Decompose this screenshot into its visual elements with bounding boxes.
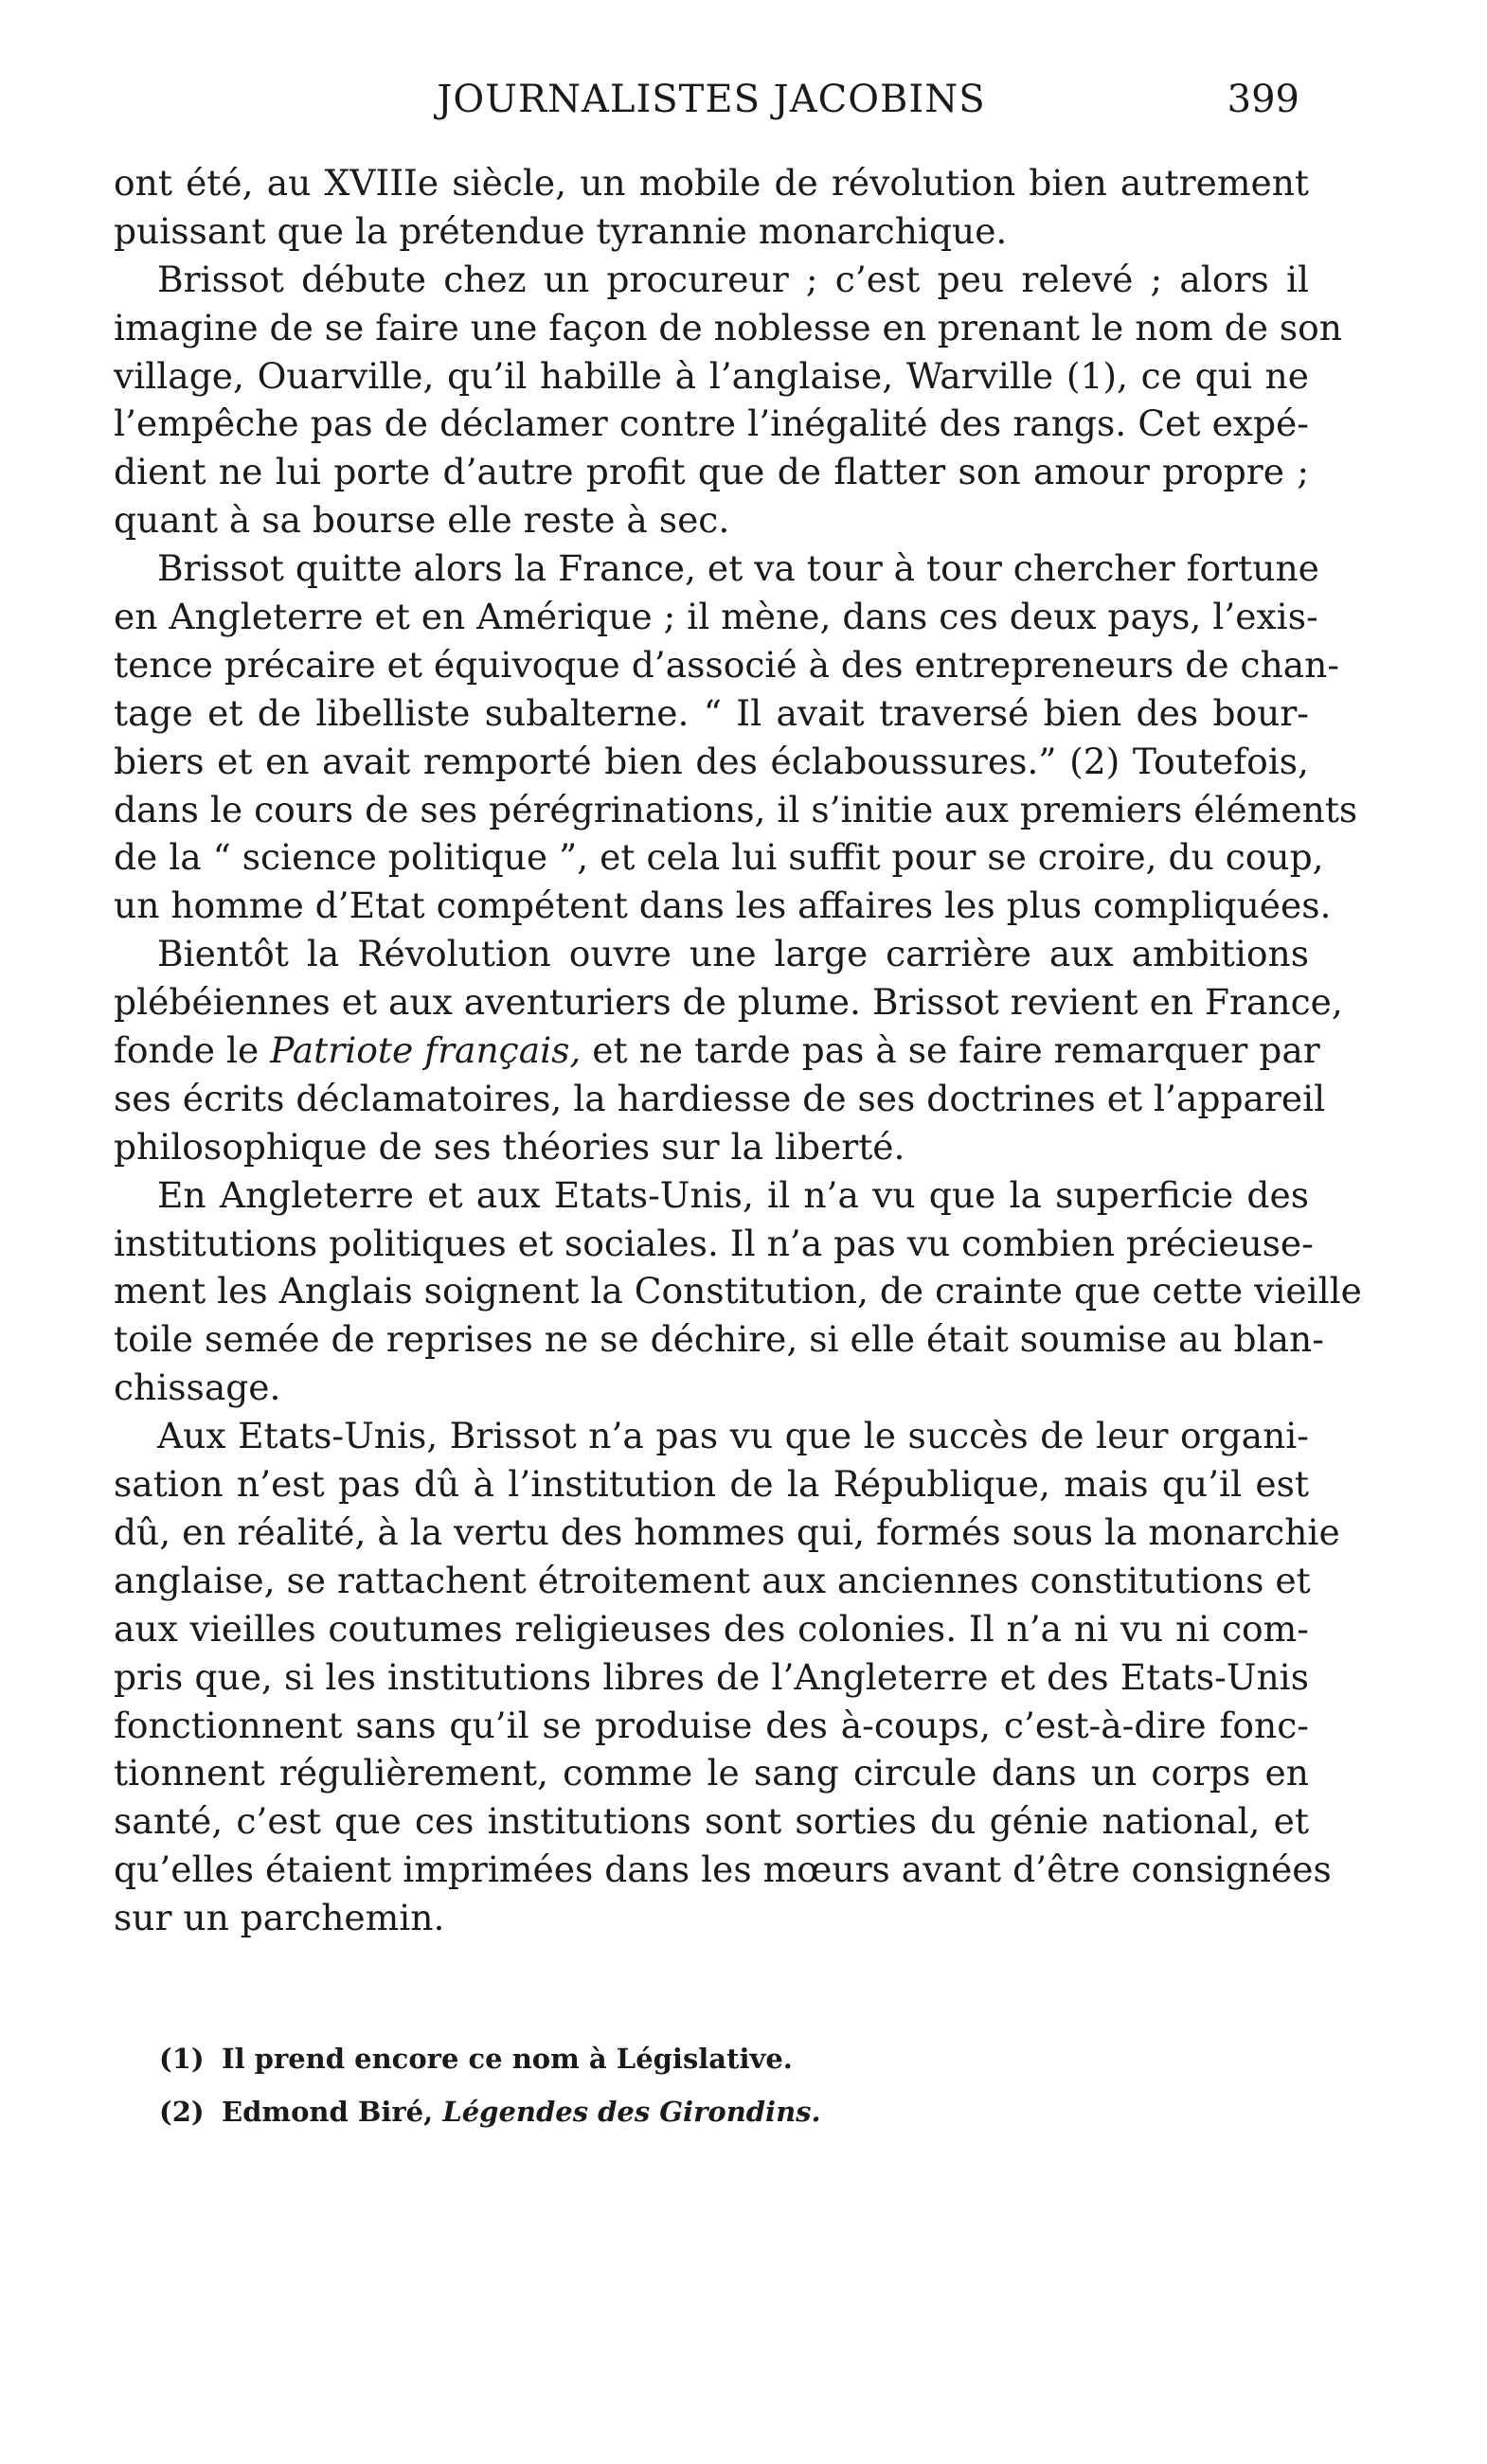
text-line: plébéiennes et aux aventuriers de plume. Brissot revient en France, [114, 981, 1343, 1024]
text-line: tionnent régulièrement, comme le sang circule dans un corps en [114, 1752, 1309, 1794]
paragraph [114, 1412, 1340, 1942]
text-line: ment les Anglais soignent la Constitution, de crainte que cette vieille [114, 1270, 1362, 1312]
text-line: santé, c’est que ces institutions sont sorties du génie national, et [114, 1800, 1309, 1843]
body-text [114, 159, 1362, 1942]
text-line: Brissot débute chez un procureur ; c’est peu relevé ; alors il [157, 258, 1309, 300]
newspaper-title: Patriote français, [270, 1029, 582, 1072]
paragraph [114, 1171, 1362, 1412]
text-line: un homme d’Etat compétent dans les affaires les plus compliquées. [114, 884, 1332, 927]
text-line: imagine de se faire une façon de noblesse en prenant le nom de son [114, 306, 1342, 348]
text-line: dans le cours de ses pérégrinations, il s’initie aux premiers éléments [114, 788, 1358, 830]
page-number: 399 [1227, 78, 1299, 121]
text-line: sation n’est pas dû à l’institution de la République, mais qu’il est [114, 1463, 1309, 1506]
text-line: puissant que la prétendue tyrannie monarchique. [114, 209, 1008, 252]
paragraph [114, 256, 1342, 545]
footnote-book-title: Légendes des Girondins. [442, 2096, 821, 2128]
text-line: village, Ouarville, qu’il habille à l’anglaise, Warville (1), ce qui ne [114, 354, 1309, 397]
text-line: quant à sa bourse elle reste à sec. [114, 499, 730, 542]
text-line: en Angleterre et en Amérique ; il mène, dans ces deux pays, l’exis- [114, 596, 1318, 638]
paragraph [114, 545, 1358, 930]
text-segment: fonde le [114, 1029, 271, 1072]
footnote-2 [159, 2085, 1106, 2138]
text-line: tence précaire et équivoque d’associé à des entrepreneurs de chan- [114, 643, 1340, 686]
text-line: institutions politiques et sociales. Il n’a pas vu combien précieuse- [114, 1222, 1314, 1264]
text-line: En Angleterre et aux Etats-Unis, il n’a vu que la superficie des [157, 1173, 1309, 1216]
text-line: de la “ science politique ”, et cela lui suffit pour se croire, du coup, [114, 836, 1324, 879]
running-title: JOURNALISTES JACOBINS [437, 78, 986, 121]
text-line: philosophique de ses théories sur la liberté. [114, 1125, 905, 1168]
text-line: Brissot quitte alors la France, et va tour à tour chercher fortune [157, 547, 1319, 590]
text-line: ont été, au XVIIIe siècle, un mobile de révolution bien autrement [114, 162, 1309, 204]
paragraph [114, 930, 1343, 1170]
page-header [114, 78, 1309, 134]
footnote-marker: (1) [159, 2043, 205, 2075]
footnote-text: Il prend encore ce nom à Législative. [222, 2043, 793, 2075]
footnotes [159, 2032, 1106, 2138]
text-line: qu’elles étaient imprimées dans les mœurs avant d’être consignées [114, 1848, 1332, 1891]
text-line: tage et de libelliste subalterne. “ Il avait traversé bien des bour- [114, 691, 1309, 734]
text-line: Bientôt la Révolution ouvre une large carrière aux ambitions [157, 933, 1309, 975]
text-line: chissage. [114, 1366, 281, 1409]
text-line: pris que, si les institutions libres de l’Angleterre et des Etats-Unis [114, 1655, 1309, 1698]
footnote-text: Edmond Biré, [222, 2096, 443, 2128]
text-line [114, 1027, 1320, 1075]
text-line: biers et en avait remporté bien des éclaboussures.” (2) Toutefois, [114, 740, 1309, 782]
text-line: aux vieilles coutumes religieuses des colonies. Il n’a ni vu ni com- [114, 1607, 1309, 1650]
text-line: Aux Etats-Unis, Brissot n’a pas vu que le succès de leur organi- [157, 1415, 1309, 1457]
footnote-marker: (2) [159, 2096, 205, 2128]
text-segment: et ne tarde pas à se faire remarquer par [581, 1029, 1320, 1072]
text-line: toile semée de reprises ne se déchire, si elle était soumise au blan- [114, 1318, 1324, 1361]
text-line: dient ne lui porte d’autre profit que de flatter son amour propre ; [114, 451, 1309, 493]
text-line: ses écrits déclamatoires, la hardiesse de ses doctrines et l’appareil [114, 1077, 1326, 1119]
text-line: anglaise, se rattachent étroitement aux anciennes constitutions et [114, 1559, 1311, 1601]
text-line: dû, en réalité, à la vertu des hommes qui, formés sous la monarchie [114, 1510, 1340, 1553]
text-line: fonctionnent sans qu’il se produise des à-coups, c’est-à-dire fonc- [114, 1704, 1309, 1746]
text-line: sur un parchemin. [114, 1897, 445, 1939]
footnote-1 [159, 2032, 1106, 2085]
text-line: l’empêche pas de déclamer contre l’inégalité des rangs. Cet expé- [114, 402, 1309, 445]
paragraph [114, 159, 1309, 256]
